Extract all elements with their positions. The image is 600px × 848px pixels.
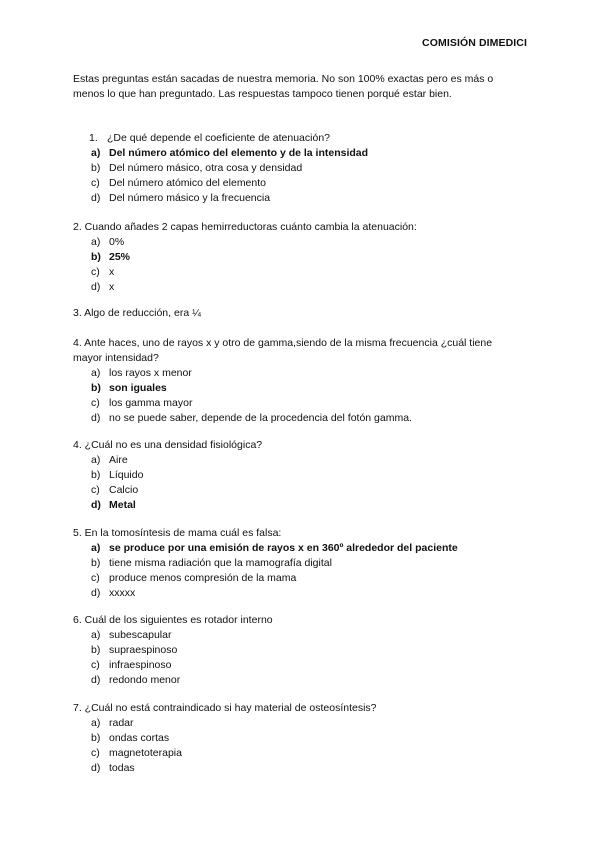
question-number: 1. [89, 132, 98, 144]
option-text: x [109, 281, 115, 293]
option-letter: d) [91, 762, 101, 774]
intro-line: Estas preguntas están sacadas de nuestra memoria. No son 100% exactas pero es más o [73, 73, 494, 85]
option-text: magnetoterapia [109, 747, 182, 759]
option-text: radar [109, 717, 134, 729]
question-stem-line: mayor intensidad? [73, 352, 159, 364]
option-letter: d) [91, 674, 101, 686]
option-list [73, 146, 533, 206]
option-list [73, 541, 533, 601]
question-stem: 2. Cuando añades 2 capas hemirreductoras cuánto cambia la atenuación: [73, 221, 417, 233]
option-text: Del número atómico del elemento [109, 177, 266, 189]
option-letter: b) [91, 162, 101, 174]
option [73, 265, 533, 280]
option-letter: d) [91, 192, 101, 204]
option-correct [73, 498, 533, 513]
option-text: los gamma mayor [109, 397, 193, 409]
option-text: redondo menor [109, 674, 181, 686]
option-text: Del número atómico del elemento y de la intensidad [109, 147, 369, 159]
option [73, 556, 533, 571]
option-letter: b) [91, 251, 101, 263]
question-stem [73, 131, 533, 146]
header-title: COMISIÓN DIMEDICI [422, 37, 527, 49]
option-text: todas [109, 762, 135, 774]
question-1 [73, 131, 533, 206]
option [73, 673, 533, 688]
option [73, 731, 533, 746]
question-stem-line: 4. Ante haces, uno de rayos x y otro de gamma,siendo de la misma frecuencia ¿cuál tiene [73, 337, 493, 349]
option [73, 366, 533, 381]
option [73, 586, 533, 601]
option-text: se produce por una emisión de rayos x en 360º alrededor del paciente [109, 542, 458, 554]
option-text: no se puede saber, depende de la procedencia del fotón gamma. [109, 412, 412, 424]
option-text: subescapular [109, 629, 172, 641]
option-text: x [109, 266, 115, 278]
option [73, 191, 533, 206]
option-text: ondas cortas [109, 732, 170, 744]
option [73, 453, 533, 468]
option-letter: a) [91, 236, 101, 248]
option [73, 161, 533, 176]
option [73, 411, 533, 426]
option-text: supraespinoso [109, 644, 178, 656]
option-letter: c) [91, 572, 100, 584]
option-text: Aire [109, 454, 128, 466]
intro-paragraph [73, 72, 533, 102]
option-text: Del número másico y la frecuencia [109, 192, 271, 204]
option-text: Calcio [109, 484, 139, 496]
option-letter: c) [91, 484, 100, 496]
option-letter: d) [91, 281, 101, 293]
option-correct [73, 250, 533, 265]
option [73, 716, 533, 731]
option-text: Líquido [109, 469, 144, 481]
option-letter: d) [91, 499, 101, 511]
option [73, 746, 533, 761]
option-text: Del número másico, otra cosa y densidad [109, 162, 303, 174]
option-letter: c) [91, 659, 100, 671]
option-letter: a) [91, 367, 101, 379]
option-list [73, 453, 533, 513]
option-letter: a) [91, 629, 101, 641]
option-text: los rayos x menor [109, 367, 192, 379]
question-stem: 6. Cuál de los siguientes es rotador interno [73, 614, 273, 626]
question-4a [73, 336, 533, 426]
option-letter: b) [91, 557, 101, 569]
option-letter: a) [91, 542, 101, 554]
option [73, 643, 533, 658]
option-text: produce menos compresión de la mama [109, 572, 297, 584]
option-letter: a) [91, 454, 101, 466]
option-letter: a) [91, 717, 101, 729]
option-correct [73, 146, 533, 161]
option-text: 25% [109, 251, 131, 263]
option [73, 396, 533, 411]
question-6 [73, 613, 533, 688]
option [73, 483, 533, 498]
option [73, 280, 533, 295]
option-correct [73, 381, 533, 396]
option-text: xxxxx [109, 587, 136, 599]
option-letter: d) [91, 412, 101, 424]
option [73, 761, 533, 776]
option-letter: c) [91, 397, 100, 409]
option-letter: b) [91, 382, 101, 394]
option [73, 628, 533, 643]
option-list [73, 366, 533, 426]
question-text: ¿De qué depende el coeficiente de atenuación? [107, 132, 331, 144]
question-7 [73, 701, 533, 776]
option-letter: c) [91, 266, 100, 278]
option-letter: b) [91, 644, 101, 656]
question-5 [73, 526, 533, 601]
option [73, 658, 533, 673]
option-letter: b) [91, 469, 101, 481]
option-letter: b) [91, 732, 101, 744]
option-text: 0% [109, 236, 125, 248]
question-stem: 4. ¿Cuál no es una densidad fisiológica? [73, 439, 263, 451]
option [73, 235, 533, 250]
option-letter: a) [91, 147, 101, 159]
option-letter: c) [91, 177, 100, 189]
question-stem: 7. ¿Cuál no está contraindicado si hay material de osteosíntesis? [73, 702, 377, 714]
intro-line: menos lo que han preguntado. Las respuestas tampoco tienen porqué estar bien. [73, 88, 452, 100]
question-3 [73, 306, 533, 321]
question-stem: 3. Algo de reducción, era ¼ [73, 307, 201, 319]
option-letter: c) [91, 747, 100, 759]
option-list [73, 628, 533, 688]
option-list [73, 716, 533, 776]
option-correct [73, 541, 533, 556]
question-2 [73, 220, 533, 295]
option [73, 176, 533, 191]
option-text: Metal [109, 499, 136, 511]
question-stem: 5. En la tomosíntesis de mama cuál es falsa: [73, 527, 282, 539]
option [73, 468, 533, 483]
option-text: son iguales [109, 382, 167, 394]
option [73, 571, 533, 586]
option-letter: d) [91, 587, 101, 599]
question-4b [73, 438, 533, 513]
option-list [73, 235, 533, 295]
option-text: tiene misma radiación que la mamografía digital [109, 557, 332, 569]
option-text: infraespinoso [109, 659, 172, 671]
